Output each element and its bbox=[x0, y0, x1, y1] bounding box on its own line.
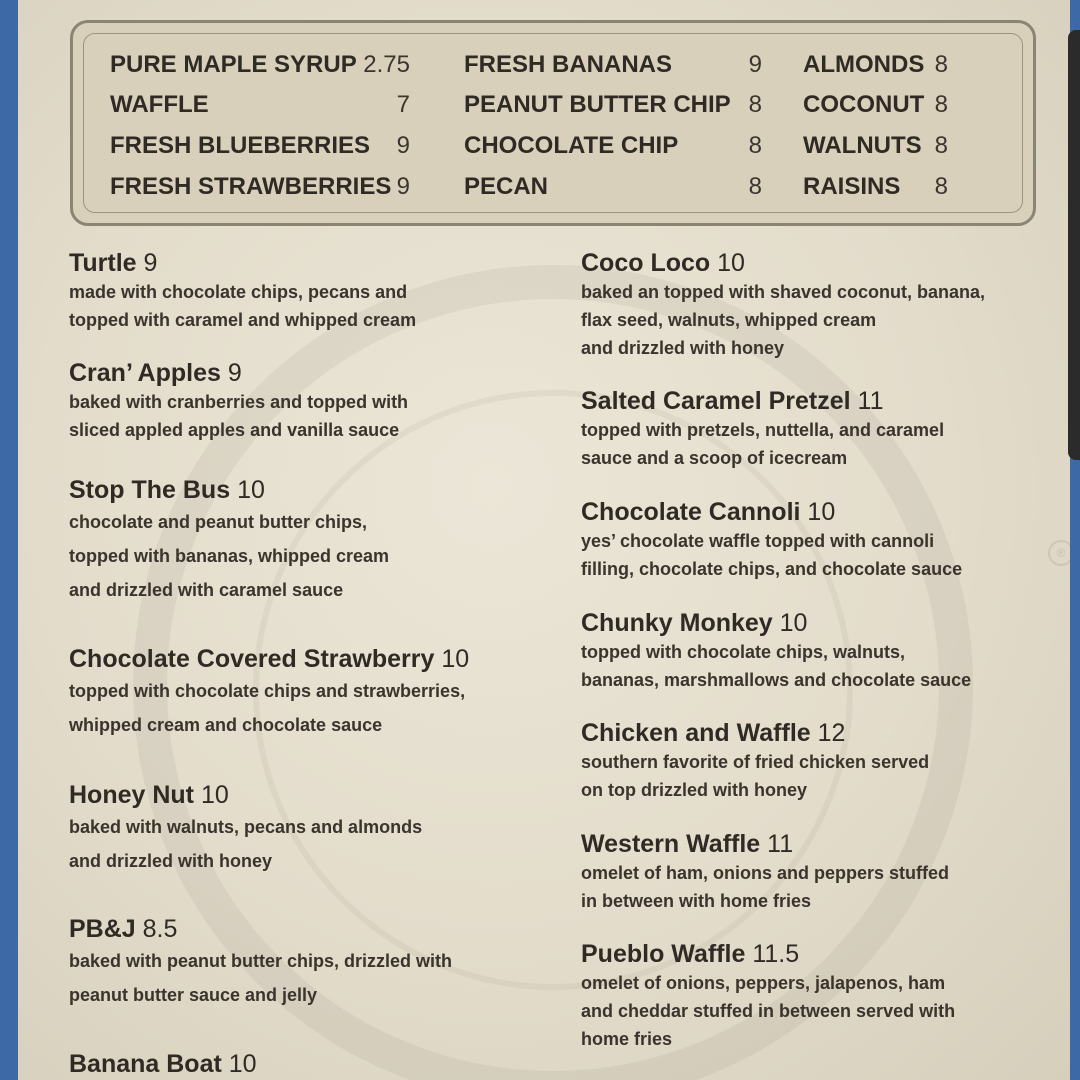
menu-item-description-line: whipped cream and chocolate sauce bbox=[69, 715, 383, 735]
menu-item-name: Honey Nut bbox=[69, 781, 194, 809]
extra-item bbox=[803, 50, 948, 80]
extra-item-name: WALNUTS bbox=[803, 132, 922, 159]
menu-item-name: Stop The Bus bbox=[69, 476, 231, 504]
extra-item bbox=[110, 172, 410, 202]
extra-item-price: 8 bbox=[934, 91, 948, 118]
menu-item-title bbox=[69, 644, 469, 674]
extra-item-price: 8 bbox=[748, 91, 762, 118]
scrollbar-tab[interactable] bbox=[1068, 30, 1080, 460]
menu-item-description-line: on top drizzled with honey bbox=[581, 780, 807, 800]
menu-item-description-line: chocolate and peanut butter chips, bbox=[69, 512, 368, 532]
menu-item bbox=[581, 248, 985, 362]
menu-item bbox=[69, 780, 422, 878]
menu-item bbox=[69, 914, 452, 1012]
menu-item-title bbox=[581, 497, 962, 527]
menu-item-name: Turtle bbox=[69, 249, 137, 277]
menu-item-title bbox=[581, 829, 949, 859]
menu-item-price: 10 bbox=[441, 645, 470, 673]
extra-item-price: 9 bbox=[396, 132, 410, 159]
menu-item-description-line: topped with pretzels, nuttella, and caramel bbox=[581, 420, 945, 440]
extra-item-name: ALMONDS bbox=[803, 51, 925, 78]
extra-item-price: 8 bbox=[934, 173, 948, 200]
menu-item-description-line: baked with peanut butter chips, drizzled with bbox=[69, 951, 453, 971]
menu-item-name: Chunky Monkey bbox=[581, 609, 773, 637]
menu-item-title bbox=[69, 780, 422, 810]
menu-item-title bbox=[69, 1049, 257, 1079]
menu-item-description-line: filling, chocolate chips, and chocolate sauce bbox=[581, 559, 963, 579]
extra-item-name: PEANUT BUTTER CHIP bbox=[464, 91, 731, 118]
menu-item-description-line: sliced appled apples and vanilla sauce bbox=[69, 420, 400, 440]
menu-item-price: 10 bbox=[200, 781, 229, 809]
extra-item bbox=[110, 90, 410, 120]
menu-item-title bbox=[581, 386, 944, 416]
menu-item-price: 11.5 bbox=[752, 940, 800, 968]
menu-item-description-line: and drizzled with honey bbox=[581, 338, 785, 358]
menu-item-description-line: and cheddar stuffed in between served with bbox=[581, 1001, 956, 1021]
menu-item-description-line: topped with chocolate chips, walnuts, bbox=[581, 642, 906, 662]
menu-item-name: Chocolate Cannoli bbox=[581, 498, 801, 526]
extra-item bbox=[464, 50, 762, 80]
extra-item bbox=[110, 131, 410, 161]
watermark-registered-mark: ® bbox=[1048, 540, 1070, 566]
menu-item-name: Cran’ Apples bbox=[69, 359, 221, 387]
menu-item-title bbox=[69, 475, 389, 505]
menu-item-description-line: baked with walnuts, pecans and almonds bbox=[69, 817, 423, 837]
menu-page bbox=[18, 0, 1070, 1080]
menu-item-name: Western Waffle bbox=[581, 830, 761, 858]
extra-item bbox=[464, 172, 762, 202]
menu-item-price: 8.5 bbox=[142, 915, 178, 943]
menu-item-name: Coco Loco bbox=[581, 249, 711, 277]
menu-item bbox=[581, 829, 949, 915]
menu-item-description-line: baked an topped with shaved coconut, banana, bbox=[581, 282, 986, 302]
extra-item-name: FRESH STRAWBERRIES bbox=[110, 173, 392, 200]
menu-item-title bbox=[581, 248, 985, 278]
menu-item bbox=[581, 608, 971, 694]
extra-item bbox=[464, 131, 762, 161]
menu-item-price: 11 bbox=[857, 387, 884, 415]
menu-item-name: PB&J bbox=[69, 915, 136, 943]
extra-item-name: CHOCOLATE CHIP bbox=[464, 132, 679, 159]
menu-item bbox=[581, 939, 955, 1053]
menu-item-price: 11 bbox=[767, 830, 794, 858]
extra-item bbox=[803, 131, 948, 161]
menu-item-description-line: in between with home fries bbox=[581, 891, 812, 911]
menu-item-title bbox=[69, 248, 416, 278]
menu-item-description-line: flax seed, walnuts, whipped cream bbox=[581, 310, 877, 330]
menu-item-description-line: and drizzled with caramel sauce bbox=[69, 580, 344, 600]
menu-item-description-line: and drizzled with honey bbox=[69, 851, 273, 871]
menu-item bbox=[69, 1049, 257, 1079]
menu-item-description-line: yes’ chocolate waffle topped with cannoli bbox=[581, 531, 935, 551]
menu-item-price: 10 bbox=[228, 1050, 257, 1078]
extra-item-name: PURE MAPLE SYRUP bbox=[110, 51, 357, 78]
menu-item-description-line: topped with chocolate chips and strawberries, bbox=[69, 681, 466, 701]
extra-item-price: 8 bbox=[934, 51, 948, 78]
extra-item-price: 2.75 bbox=[363, 51, 410, 78]
extra-item-name: COCONUT bbox=[803, 91, 925, 118]
menu-item-description-line: southern favorite of fried chicken served bbox=[581, 752, 930, 772]
menu-item-description-line: omelet of ham, onions and peppers stuffed bbox=[581, 863, 950, 883]
extra-item-price: 8 bbox=[748, 132, 762, 159]
menu-item-description-line: omelet of onions, peppers, jalapenos, ham bbox=[581, 973, 946, 993]
menu-item-description-line: topped with bananas, whipped cream bbox=[69, 546, 390, 566]
menu-item-description-line: peanut butter sauce and jelly bbox=[69, 985, 318, 1005]
menu-item-title bbox=[581, 939, 955, 969]
menu-item-description-line: baked with cranberries and topped with bbox=[69, 392, 409, 412]
extra-item bbox=[803, 172, 948, 202]
menu-item-price: 10 bbox=[237, 476, 265, 504]
extra-item-price: 8 bbox=[934, 132, 948, 159]
menu-item-price: 9 bbox=[143, 249, 158, 277]
menu-item bbox=[581, 497, 962, 583]
menu-item-title bbox=[69, 358, 408, 388]
menu-item bbox=[69, 475, 389, 607]
extra-item-name: FRESH BANANAS bbox=[464, 51, 673, 78]
menu-item-description-line: bananas, marshmallows and chocolate sauce bbox=[581, 670, 972, 690]
menu-item-name: Banana Boat bbox=[69, 1050, 222, 1078]
extra-item bbox=[110, 50, 410, 80]
menu-item bbox=[581, 718, 929, 804]
menu-item bbox=[69, 644, 469, 742]
menu-item-price: 10 bbox=[717, 249, 745, 277]
menu-item-description-line: sauce and a scoop of icecream bbox=[581, 448, 848, 468]
extra-item-name: FRESH BLUEBERRIES bbox=[110, 132, 371, 159]
extras-price-box bbox=[70, 20, 1036, 226]
extra-item-name: WAFFLE bbox=[110, 91, 209, 118]
extra-item bbox=[464, 90, 762, 120]
menu-item-description-line: topped with caramel and whipped cream bbox=[69, 310, 417, 330]
menu-item-description-line: made with chocolate chips, pecans and bbox=[69, 282, 408, 302]
menu-item-price: 10 bbox=[807, 498, 836, 526]
extra-item-price: 7 bbox=[396, 91, 410, 118]
menu-item-description-line: home fries bbox=[581, 1029, 673, 1049]
extra-item-price: 8 bbox=[748, 173, 762, 200]
menu-item-title bbox=[69, 914, 452, 944]
menu-item-name: Chocolate Covered Strawberry bbox=[69, 645, 435, 673]
menu-item bbox=[581, 386, 944, 472]
menu-item-title bbox=[581, 718, 929, 748]
menu-item bbox=[69, 358, 408, 444]
extra-item-price: 9 bbox=[396, 173, 410, 200]
menu-item-title bbox=[581, 608, 971, 638]
menu-item-name: Pueblo Waffle bbox=[581, 940, 746, 968]
menu-item-price: 9 bbox=[227, 359, 242, 387]
menu-item-name: Chicken and Waffle bbox=[581, 719, 811, 747]
menu-item bbox=[69, 248, 416, 334]
extra-item bbox=[803, 90, 948, 120]
menu-item-name: Salted Caramel Pretzel bbox=[581, 387, 851, 415]
menu-item-price: 12 bbox=[817, 719, 846, 747]
extra-item-name: RAISINS bbox=[803, 173, 901, 200]
extra-item-name: PECAN bbox=[464, 173, 549, 200]
menu-item-price: 10 bbox=[779, 609, 808, 637]
extra-item-price: 9 bbox=[748, 51, 762, 78]
